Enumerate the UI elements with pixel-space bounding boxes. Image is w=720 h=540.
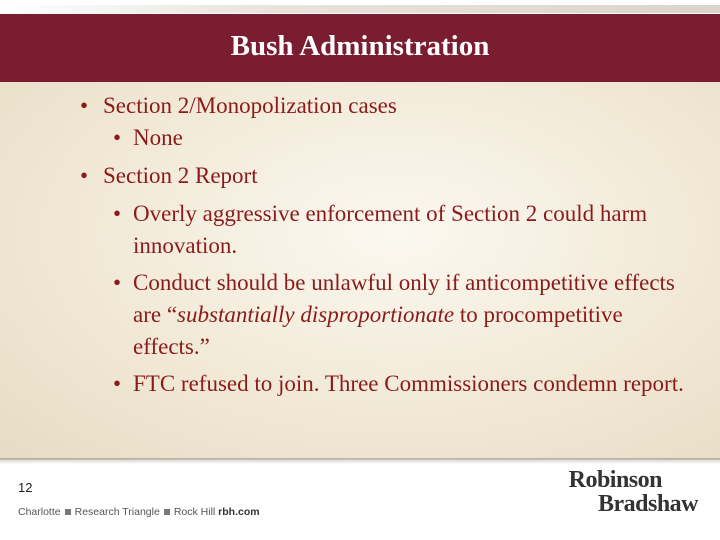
- bullet-marker: •: [80, 93, 89, 118]
- bullet-text-end: to procompetitive effects.”: [133, 302, 623, 359]
- bullet-text-start: Conduct should be unlawful only if anticompetitive effects are “: [133, 270, 675, 327]
- sub-bullet-item: [0, 198, 703, 262]
- location-charlotte: Charlotte: [18, 506, 61, 518]
- bullet-item: [0, 160, 720, 192]
- bullet-marker: •: [80, 163, 89, 188]
- website-link[interactable]: rbh.com: [218, 506, 260, 518]
- bullet-text: Section 2 Report: [103, 163, 258, 188]
- bullet-text: Section 2/Monopolization cases: [103, 93, 397, 118]
- bullet-list: [0, 90, 720, 400]
- firm-logo: [569, 468, 698, 516]
- logo-line-2: Bradshaw: [597, 491, 698, 517]
- bullet-text: Overly aggressive enforcement of Section 2 could harm innovation.: [133, 201, 648, 258]
- bullet-marker: •: [113, 371, 122, 396]
- top-decorative-rule: [0, 5, 720, 13]
- sub-bullet-item: [0, 368, 703, 400]
- bullet-marker: •: [113, 201, 122, 226]
- sub-bullet-item: [0, 267, 703, 363]
- square-separator-icon: [65, 509, 71, 515]
- footer-locations: [18, 506, 260, 518]
- square-separator-icon: [164, 509, 170, 515]
- content-shadow: [0, 458, 720, 464]
- page-number: 12: [18, 480, 33, 495]
- logo-line-1: Robinson: [568, 467, 662, 493]
- bullet-marker: •: [113, 125, 122, 150]
- sub-bullet-item: [0, 122, 703, 154]
- slide-content: [0, 82, 720, 460]
- bullet-text-emphasis: substantially disproportionate: [177, 302, 455, 327]
- bullet-text: None: [133, 125, 183, 150]
- location-research-triangle: Research Triangle: [74, 506, 160, 518]
- bullet-marker: •: [113, 270, 122, 295]
- slide-title: Bush Administration: [230, 30, 490, 62]
- bullet-item: [0, 90, 720, 122]
- location-rock-hill: Rock Hill: [173, 506, 216, 518]
- title-bar: [0, 14, 720, 82]
- bullet-text: FTC refused to join. Three Commissioners condemn report.: [133, 371, 684, 396]
